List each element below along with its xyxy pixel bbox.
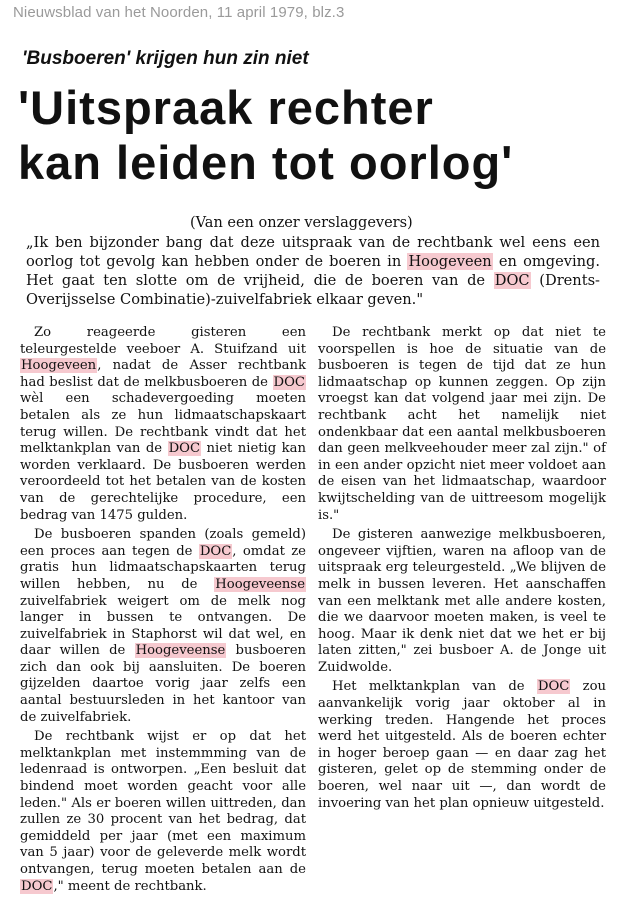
highlighted-term: DOC (273, 374, 305, 390)
highlighted-term: DOC (21, 878, 53, 894)
article-paragraph (20, 729, 306, 895)
text-run: busboeren zich dan ook bij aansluiten. De boeren gijzelden daartoe vorig jaar zelfs een aantal bestuursleden in het kantoor van de zuivelfabriek. (20, 643, 307, 725)
article-paragraph (20, 325, 306, 524)
article-column-right (318, 325, 606, 815)
highlighted-term: DOC (494, 272, 530, 289)
text-run: (Drents-Overijsselse Combinatie)-zuivelfabriek elkaar geven." (26, 272, 600, 308)
headline (18, 80, 608, 190)
highlighted-term: Hoogeveense (215, 576, 305, 592)
text-run: De gisteren aanwezige melkbusboeren, ongeveer vijftien, waren na afloop van de uitspraak erg teleurgesteld. „We blijven de melk in bussen leveren. Het aanschaffen van een melktank met alle andere kosten, die we daarvoor moeten maken, is veel te hoog. Maar ik denk niet dat we het er bij laten zitten," zei busboer A. de Jonge uit Zuidwolde. (318, 527, 606, 675)
article-column-left (20, 325, 306, 898)
text-run: ," meent de rechtbank. (53, 878, 207, 894)
article-paragraph (318, 679, 606, 812)
text-run: Het melktankplan van de (332, 679, 537, 695)
highlighted-term: Hoogeveense (135, 643, 226, 659)
text-run: De busboeren spanden (zoals gemeld) een proces aan tegen de (20, 527, 306, 559)
text-run: zuivelfabriek weigert om de melk nog langer in bussen te ontvangen. De zuivelfabriek in Staphorst wil dat wel, en daar willen de (20, 593, 306, 659)
highlighted-term: DOC (199, 543, 232, 559)
article-paragraph (318, 325, 606, 524)
byline: (Van een onzer verslaggevers) (190, 215, 413, 231)
text-run: De rechtbank wijst er op dat het melktankplan met instemmming van de ledenraad is ontworpen. „Een besluit dat bindend moet worden geacht voor alle leden." Als er boeren willen uittreden, dan zullen ze 30 procent van het bedrag, dat gemiddeld per jaar (met een maximum van 5 jaar) voor de geleverde melk wordt ontvangen, terug moeten betalen aan de (20, 729, 306, 877)
source-line: Nieuwsblad van het Noorden, 11 april 1979, blz.3 (13, 4, 345, 21)
text-run: , omdat ze gratis hun lidmaatschapskaarten terug willen hebben, nu de (20, 543, 306, 592)
text-run: Zo reageerde gisteren een teleurgestelde veeboer A. Stuifzand uit (20, 325, 306, 357)
text-run: zou aanvankelijk vorig jaar oktober al in werking treden. Hangende het proces werd het uitgesteld. Als de boeren echter in hoger beroep gaan — en daar zag het gisteren, gelet op de stemming onder de boeren, wel naar uit —, dan wordt de invoering van het plan opnieuw uitgesteld. (318, 679, 606, 811)
highlighted-term: Hoogeveen (21, 358, 97, 374)
text-run: De rechtbank merkt op dat niet te voorspellen is hoe de situatie van de busboeren is tegen de tijd dat ze hun lidmaatschap op kunnen zeggen. Op zijn vroegst kan dat volgend jaar mei zijn. De rechtbank acht het namelijk niet ondenkbaar dat een aantal melkbusboeren dan geen melkveehouder meer zal zijn." of in een ander opzicht niet meer voldoet aan de eisen van het lidmaatschap, waardoor kwijtschelding van de uittreesom mogelijk is." (318, 325, 606, 523)
text-run: , nadat de Asser rechtbank had beslist dat de melkbusboeren de (20, 358, 306, 390)
headline-line-2: kan leiden tot oorlog' (18, 136, 514, 189)
highlighted-term: DOC (537, 679, 570, 695)
text-run: en omgeving. Het gaat ten slotte om de vrijheid, die de boeren van de (26, 253, 600, 289)
text-run: wèl een schadevergoeding moeten betalen als ze hun lidmaatschapskaart terug willen. De rechtbank vindt dat het melktankplan van de (20, 391, 306, 457)
text-run: niet nietig kan worden verklaard. De busboeren werden veroordeeld tot het betalen van de kosten van de gerechtelijke procedure, een bedrag van 1475 gulden. (20, 441, 307, 523)
highlighted-term: Hoogeveen (408, 253, 492, 270)
highlighted-term: DOC (168, 441, 201, 457)
text-run: „Ik ben bijzonder bang dat deze uitspraak van de rechtbank wel eens een oorlog tot gevolg kan hebben onder de boeren in (26, 234, 600, 270)
headline-line-1: 'Uitspraak rechter (18, 81, 434, 134)
article-paragraph (20, 527, 306, 726)
kicker: 'Busboeren' krijgen hun zin niet (22, 48, 309, 69)
article-paragraph (318, 527, 606, 676)
intro-paragraph (26, 233, 600, 309)
